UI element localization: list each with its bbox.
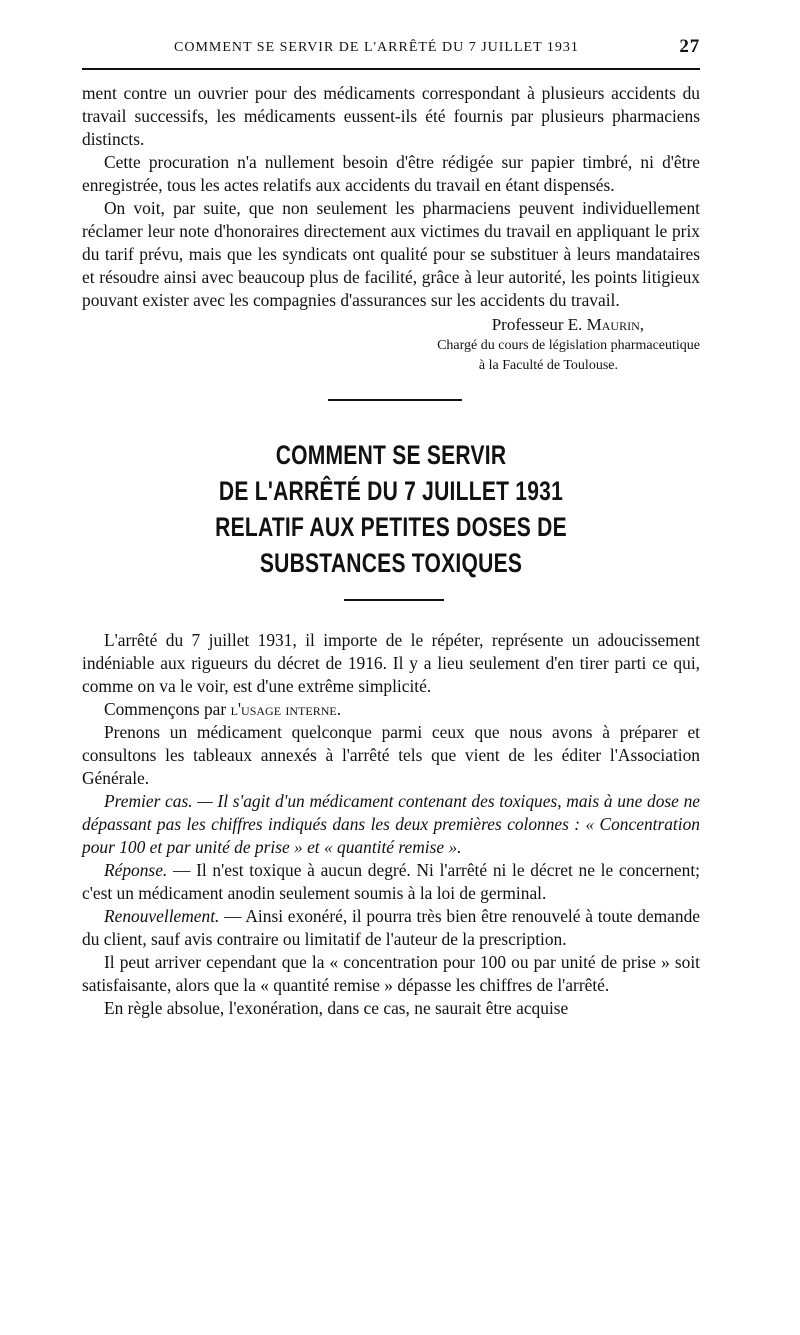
author-signature <box>82 313 644 336</box>
running-head: COMMENT SE SERVIR DE L'ARRÊTÉ DU 7 JUILLET 1931 <box>174 40 579 55</box>
paragraph: ment contre un ouvrier pour des médicaments correspondant à plusieurs accidents du travail successifs, les médicaments eussent-ils été fournis par plusieurs pharmaciens distincts. <box>82 83 700 149</box>
title-line-2: DE L'ARRÊTÉ DU 7 JUILLET 1931 <box>218 476 564 506</box>
paragraph-reponse <box>82 859 700 905</box>
renouvellement-label: Renouvellement. <box>104 906 220 926</box>
paragraph-prefix: Commençons par <box>104 699 227 719</box>
paragraph: Cette procuration n'a nullement besoin d'être rédigée sur papier timbré, ni d'être enregistrée, tous les actes relatifs aux accidents du travail en étant dispensés. <box>82 152 700 195</box>
article-2 <box>82 629 700 1020</box>
paragraph: Prenons un médicament quelconque parmi ceux que nous avons à préparer et consultons les tableaux annexés à l'arrêté tels que vient de les éditer l'Association Générale. <box>82 722 700 788</box>
paragraph: En règle absolue, l'exonération, dans ce cas, ne saurait être acquise <box>104 998 569 1018</box>
author-affiliation <box>82 336 700 376</box>
section-divider <box>328 399 462 401</box>
page-header <box>82 36 700 64</box>
paragraph: On voit, par suite, que non seulement les pharmaciens peuvent individuellement réclamer leur note d'honoraires directement aux victimes du travail en appliquant le prix du tarif prévu, mais que les syndicats ont qualité pour se substituer à leurs mandataires et résoudre ainsi avec beaucoup plus de facilité, grâce à leur autorité, les points litigieux pouvant exister avec les compagnies d'assurances sur les accidents du travail. <box>82 198 700 310</box>
affiliation-line-2: à la Faculté de Toulouse. <box>478 358 618 373</box>
title-line-1: COMMENT SE SERVIR <box>275 440 507 470</box>
header-rule <box>82 68 700 70</box>
reponse-label: Réponse. <box>104 860 168 880</box>
paragraph-renouvellement <box>82 905 700 951</box>
title-line-3: RELATIF AUX PETITES DOSES DE SUBSTANCES TOXIQUES <box>215 512 567 578</box>
renouvellement-text: — Ainsi exonéré, il pourra très bien être renouvelé à toute demande du client, sauf avis contraire ou limitatif de l'auteur de la prescription. <box>82 906 700 949</box>
paragraph-premier-cas: Premier cas. — Il s'agit d'un médicament contenant des toxiques, mais à une dose ne dépassant pas les chiffres indiqués dans les deux premières colonnes : « Concentration pour 100 et par unité de prise » et « quantité remise ». <box>82 791 700 857</box>
usage-interne-label: l'usage interne. <box>230 699 342 719</box>
page-number: 27 <box>679 36 700 57</box>
author-name: Maurin, <box>586 315 644 334</box>
title-divider <box>344 599 444 601</box>
reponse-text: — Il n'est toxique à aucun degré. Ni l'arrêté ni le décret ne le concernent; c'est un médicament anodin seulement soumis à la loi de germinal. <box>82 860 700 903</box>
affiliation-line-1: Chargé du cours de législation pharmaceutique <box>437 338 700 353</box>
article-title <box>150 437 632 581</box>
author-prefix: Professeur E. <box>491 315 583 334</box>
paragraph: Il peut arriver cependant que la « concentration pour 100 ou par unité de prise » soit satisfaisante, alors que la « quantité remise » dépasse les chiffres de l'arrêté. <box>82 952 700 995</box>
page <box>82 36 700 1020</box>
article-1 <box>82 82 700 312</box>
paragraph: L'arrêté du 7 juillet 1931, il importe de le répéter, représente un adoucissement indéniable aux rigueurs du décret de 1916. Il y a lieu seulement d'en tirer parti ce qui, comme on va le voir, est d'une extrême simplicité. <box>82 630 700 696</box>
paragraph <box>82 698 700 721</box>
